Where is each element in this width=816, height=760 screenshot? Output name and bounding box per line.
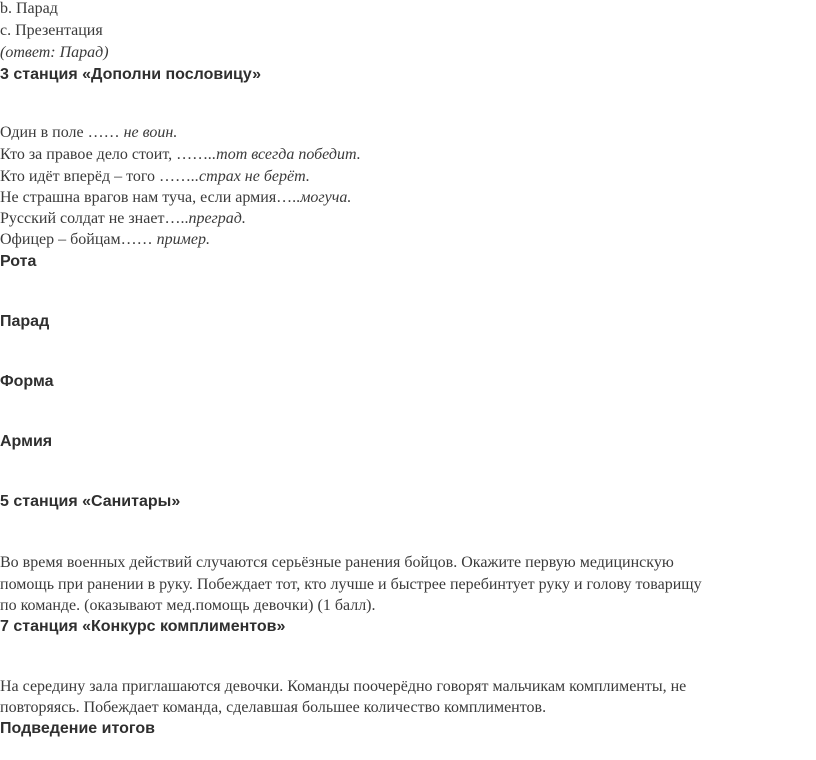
proverb-line: Один в поле …… не воин.: [0, 124, 178, 141]
answer-note: (ответ: Парад): [0, 44, 109, 61]
proverb-line: Русский солдат не знает…..преград.: [0, 210, 246, 227]
station-7-text-line: повторяясь. Побеждает команда, сделавшая большее количество комплиментов.: [0, 699, 547, 716]
word-armiya: Армия: [0, 433, 53, 450]
station-5-text-line: по команде. (оказывают мед.помощь девочки) (1 балл).: [0, 597, 376, 614]
station-3-heading: 3 станция «Дополни пословицу»: [0, 66, 262, 83]
option-c: c. Презентация: [0, 22, 103, 39]
proverb-line: Офицер – бойцам…… пример.: [0, 231, 210, 248]
station-5-text-line: Во время военных действий случаются серьёзные ранения бойцов. Окажите первую медицинскую: [0, 554, 674, 571]
word-forma: Форма: [0, 373, 54, 390]
proverb-line: Не страшна врагов нам туча, если армия…..могуча.: [0, 189, 352, 206]
station-5-text-line: помощь при ранении в руку. Побеждает тот, кто лучше и быстрее перебинтует руку и голову товарищу: [0, 576, 702, 593]
station-7-heading: 7 станция «Конкурс комплиментов»: [0, 618, 286, 635]
summary-heading: Подведение итогов: [0, 720, 155, 737]
proverb-line: Кто идёт вперёд – того ……..страх не берёт.: [0, 168, 310, 185]
word-rota: Рота: [0, 253, 37, 270]
word-parad: Парад: [0, 313, 50, 330]
station-7-text-line: На середину зала приглашаются девочки. Команды поочерёдно говорят мальчикам комплименты, не: [0, 678, 687, 695]
option-b: b. Парад: [0, 0, 58, 17]
station-5-heading: 5 станция «Санитары»: [0, 493, 181, 510]
proverb-line: Кто за правое дело стоит, ……..тот всегда победит.: [0, 146, 361, 163]
